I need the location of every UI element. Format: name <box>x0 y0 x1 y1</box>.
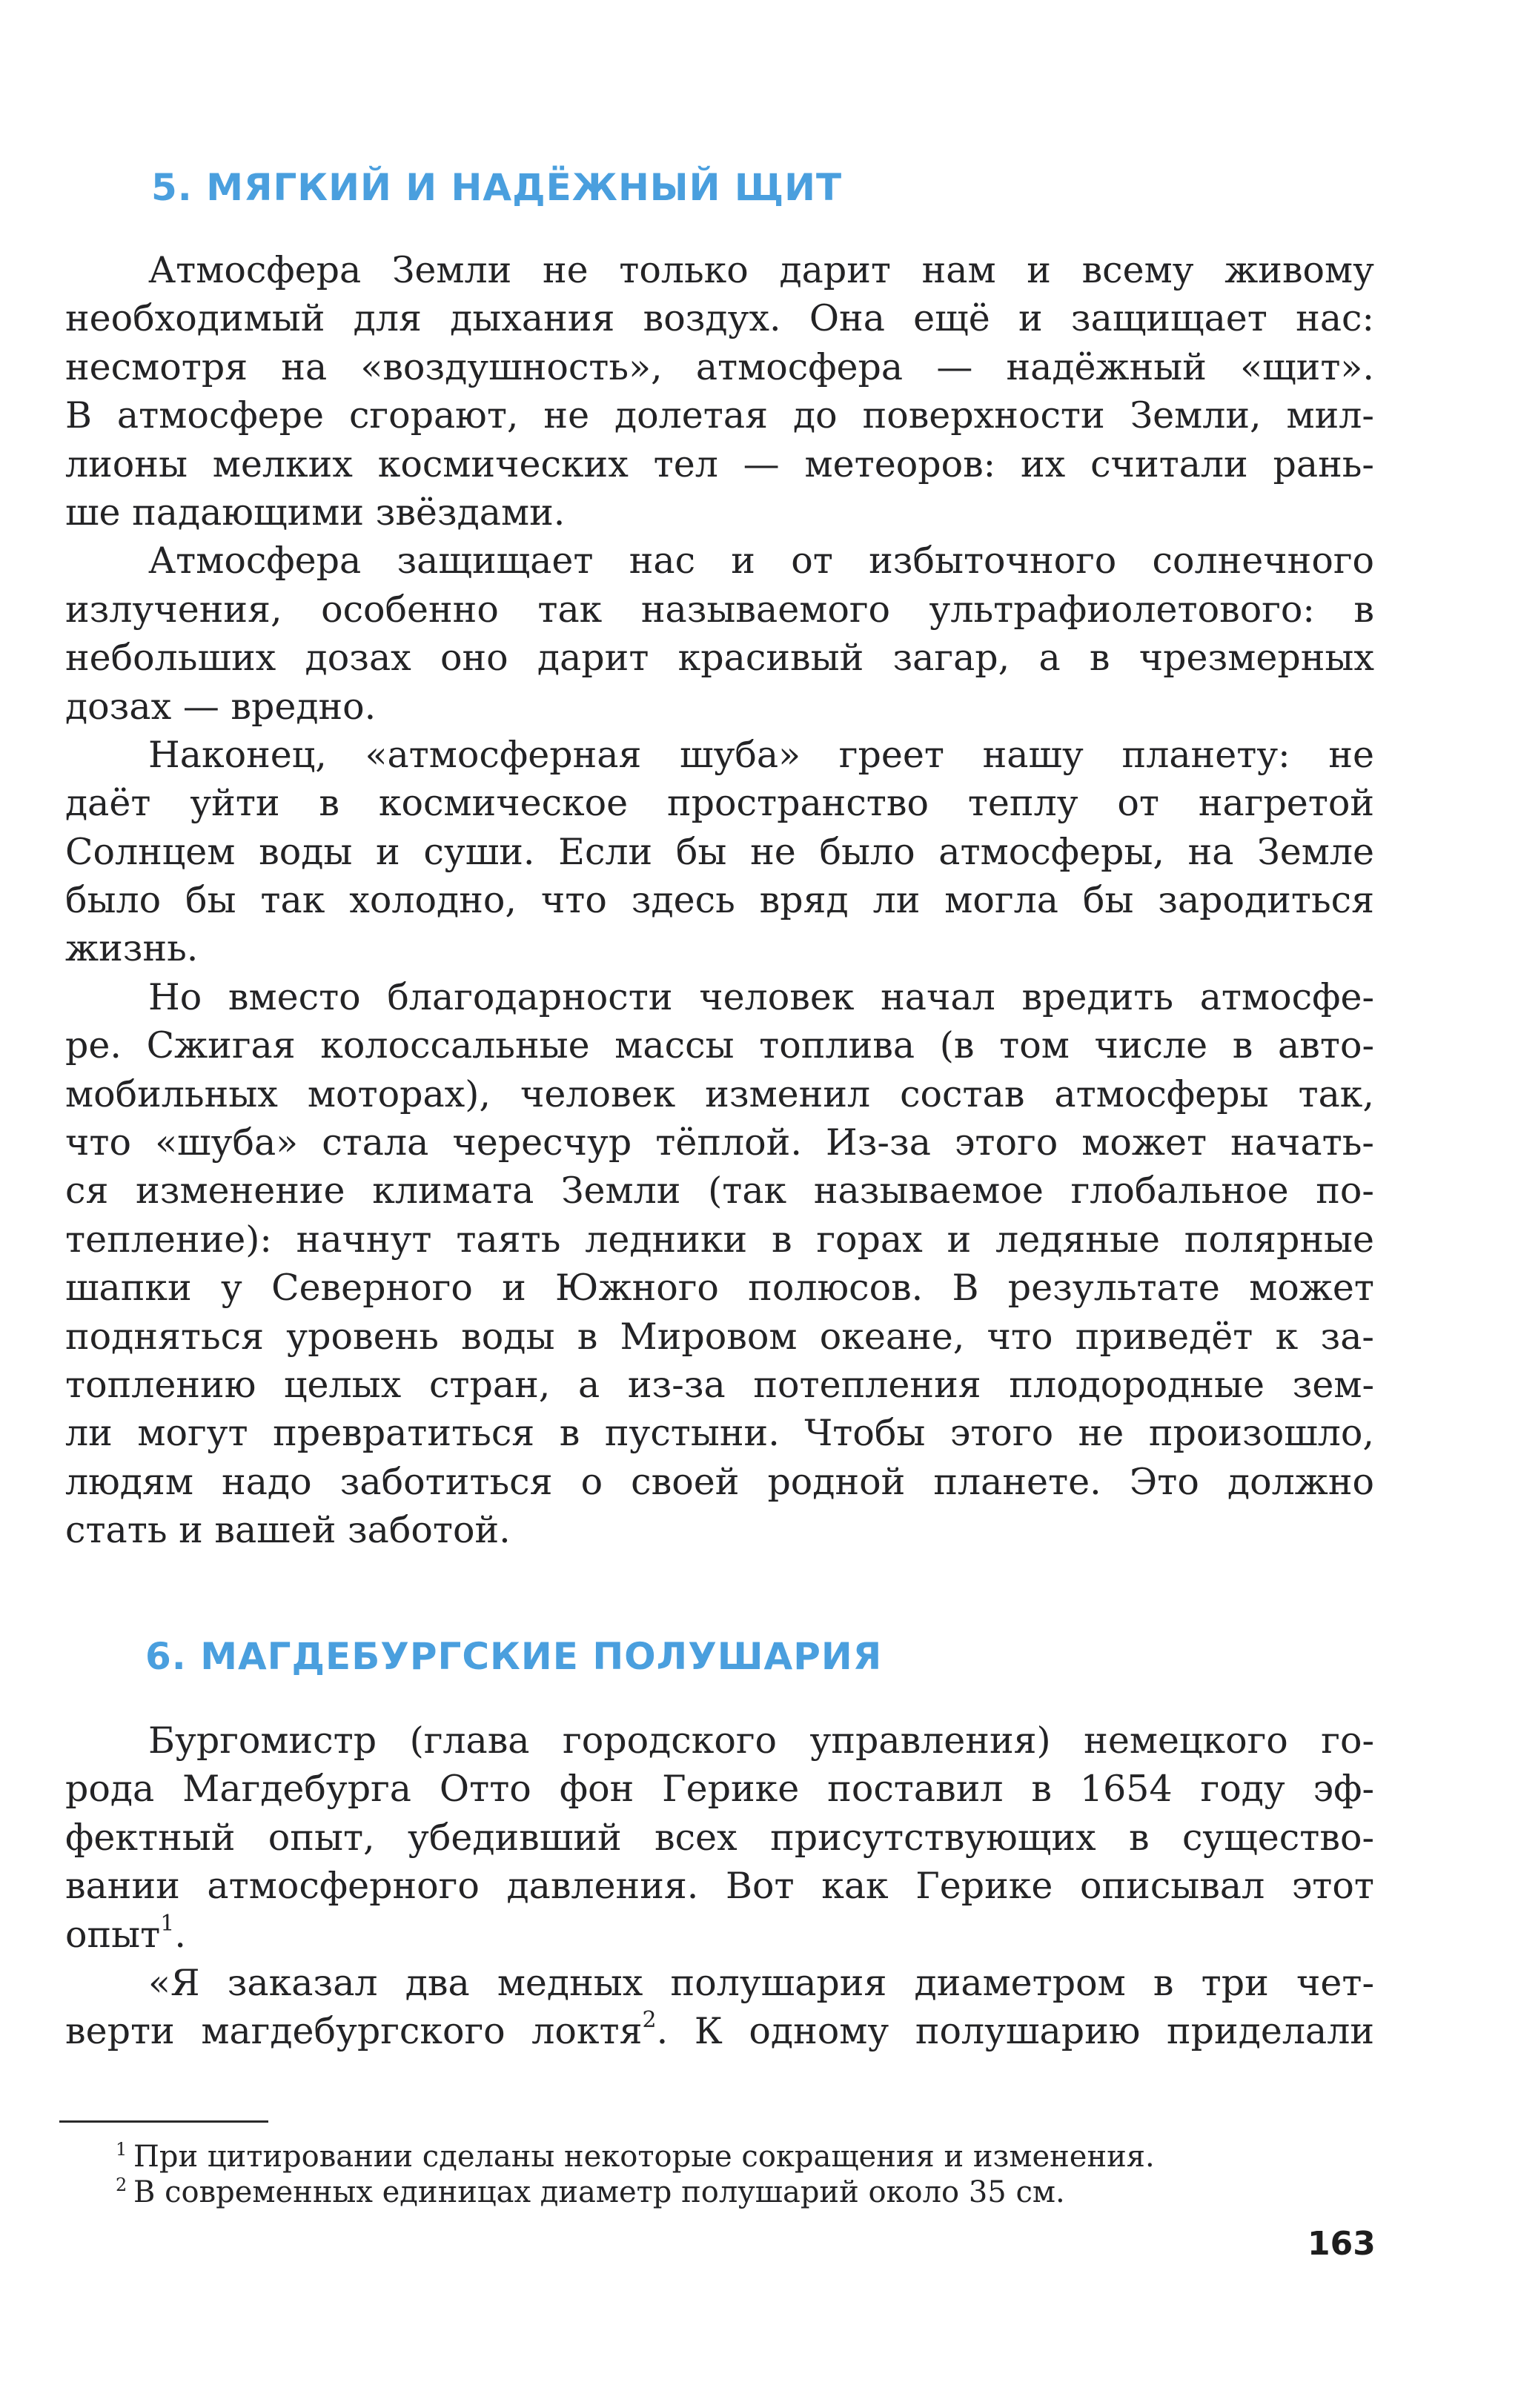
footnote-ref[interactable]: 2 <box>642 2007 657 2034</box>
text-line: топлению целых стран, а из-за потепления плодородные зем- <box>65 1363 1374 1406</box>
section-6-body <box>65 1717 1374 2056</box>
footnote-mark: 1 <box>116 2139 127 2160</box>
text-line: шапки у Северного и Южного полюсов. В результате может <box>65 1267 1374 1310</box>
text-line: В атмосфере сгорают, не долетая до поверхности Земли, мил- <box>65 394 1374 437</box>
footnote-divider <box>59 2120 268 2123</box>
footnote <box>116 2139 1364 2175</box>
text-line: тепление): начнут таять ледники в горах и ледяные полярные <box>65 1218 1374 1261</box>
text-fragment: опыт <box>65 1913 161 1956</box>
text-line: Атмосфера защищает нас и от избыточного солнечного <box>148 540 1374 583</box>
text-line: фектный опыт, убедивший всех присутствующих в существо- <box>65 1816 1374 1859</box>
footnote-mark: 2 <box>116 2175 127 2195</box>
section-5-body <box>65 246 1374 1555</box>
text-line: необходимый для дыхания воздух. Она ещё и защищает нас: <box>65 297 1374 340</box>
page-number: 163 <box>1307 2225 1376 2263</box>
text-line: подняться уровень воды в Мировом океане, что приведёт к за- <box>65 1315 1374 1358</box>
text-line: стать и вашей заботой. <box>65 1509 511 1552</box>
text-line: даёт уйти в космическое пространство теплу от нагретой <box>65 782 1374 825</box>
text-line: было бы так холодно, что здесь вряд ли могла бы зародиться <box>65 879 1374 922</box>
text-line: Бургомистр (глава городского управления) немецкого го- <box>148 1719 1374 1762</box>
text-line: излучения, особенно так называемого ультрафиолетового: в <box>65 588 1374 631</box>
text-line: ли могут превратиться в пустыни. Чтобы этого не произошло, <box>65 1412 1374 1455</box>
text-line <box>65 1911 1374 1959</box>
footnotes <box>116 2139 1364 2210</box>
text-line: рода Магдебурга Отто фон Герике поставил в 1654 году эф- <box>65 1768 1374 1811</box>
text-line: несмотря на «воздушность», атмосфера — надёжный «щит». <box>65 345 1374 388</box>
footnote-text: В современных единицах диаметр полушарий около 35 см. <box>133 2175 1065 2209</box>
footnote-text: При цитировании сделаны некоторые сокращения и изменения. <box>133 2140 1155 2174</box>
text-line <box>65 2007 1374 2055</box>
footnote <box>116 2175 1364 2210</box>
text-line: Наконец, «атмосферная шуба» греет нашу планету: не <box>148 733 1374 776</box>
text-line: Но вместо благодарности человек начал вредить атмосфе- <box>148 975 1374 1018</box>
text-line: вании атмосферного давления. Вот как Герике описывал этот <box>65 1865 1374 1908</box>
text-fragment: верти магдебургского локтя <box>65 2010 643 2053</box>
text-line: Атмосфера Земли не только дарит нам и всему живому <box>148 249 1374 291</box>
text-line: «Я заказал два медных полушария диаметром в три чет- <box>148 1961 1374 2004</box>
section-5-heading: 5. МЯГКИЙ И НАДЁЖНЫЙ ЩИТ <box>151 166 843 209</box>
text-line: лионы мелких космических тел — метеоров: их считали рань- <box>65 442 1374 485</box>
text-line: дозах — вредно. <box>65 685 377 728</box>
text-line: небольших дозах оно дарит красивый загар, а в чрезмерных <box>65 637 1374 680</box>
text-line: мобильных моторах), человек изменил состав атмосферы так, <box>65 1072 1374 1115</box>
text-line: ся изменение климата Земли (так называемое глобальное по- <box>65 1170 1374 1213</box>
text-line: ре. Сжигая колоссальные массы топлива (в том числе в авто- <box>65 1024 1374 1067</box>
text-fragment: . <box>174 1913 186 1956</box>
text-line: людям надо заботиться о своей родной планете. Это должно <box>65 1460 1374 1503</box>
text-fragment: . К одному полушарию приделали <box>656 2010 1374 2053</box>
footnote-ref[interactable]: 1 <box>160 1910 175 1937</box>
text-line: что «шуба» стала чересчур тёплой. Из-за этого может начать- <box>65 1121 1374 1164</box>
section-6-heading: 6. МАГДЕБУРГСКИЕ ПОЛУШАРИЯ <box>145 1635 883 1678</box>
text-line: жизнь. <box>65 927 199 970</box>
text-line: Солнцем воды и суши. Если бы не было атмосферы, на Земле <box>65 830 1374 873</box>
text-line: ше падающими звёздами. <box>65 491 566 534</box>
